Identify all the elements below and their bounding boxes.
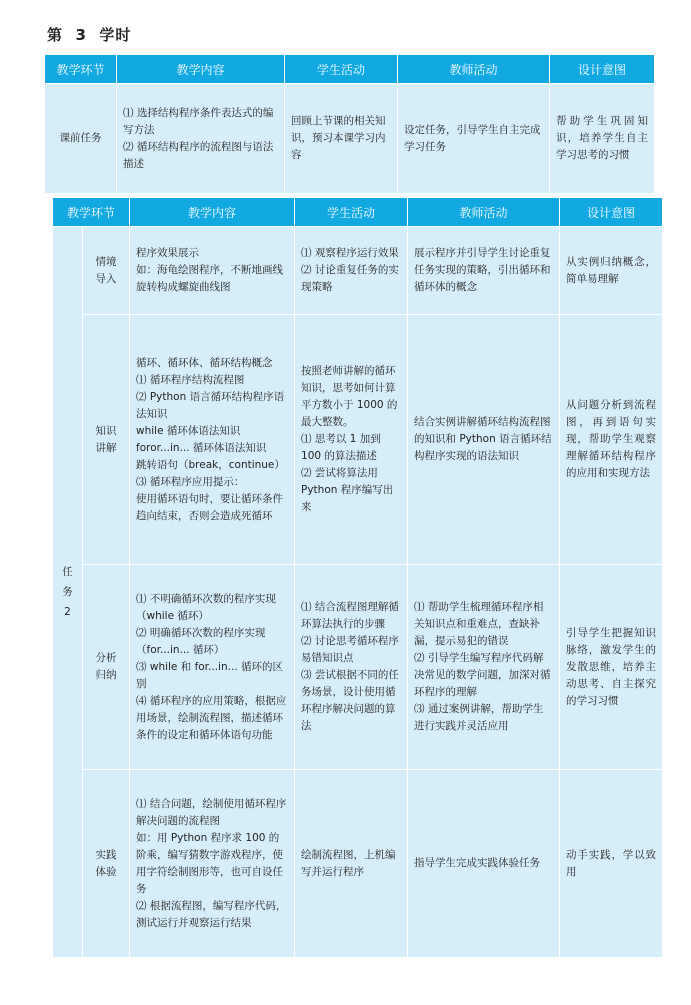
header-teacher: 教师活动 [398, 55, 550, 84]
teacher-cell: 结合实例讲解循环结构流程图的知识和 Python 语言循环结构程序实现的语法知识 [408, 315, 560, 565]
teacher-cell: 展示程序并引导学生讨论重复任务实现的策略，引出循环和循环体的概念 [408, 227, 560, 315]
content-cell: 循环、循环体、循环结构概念 ⑴ 循环程序结构流程图 ⑵ Python 语言循环结构程序语法知识 while 循环体语法知识 foror...in... 循环体语法知识 跳转语句（break，continue） ⑶ 循环程序应用提示： 使用循环语句时，要让循环条件趋向结束，否则会造成死循环 [130, 315, 295, 565]
task-label: 任 务 2 [53, 227, 83, 958]
table-header-row [53, 198, 663, 227]
header-teacher: 教师活动 [408, 198, 560, 227]
table-row [53, 565, 663, 770]
student-cell: 绘制流程图，上机编写并运行程序 [295, 770, 408, 958]
teacher-cell: 指导学生完成实践体验任务 [408, 770, 560, 958]
content-cell: ⑴ 不明确循环次数的程序实现（while 循环） ⑵ 明确循环次数的程序实现（for...in... 循环） ⑶ while 和 for...in... 循环的区别 ⑷ 循环程序的应用策略，根据应用场景，绘制流程图，描述循环条件的设定和循环体语句功能 [130, 565, 295, 770]
table-row [45, 84, 655, 194]
table-row [53, 315, 663, 565]
intent-cell: 帮助学生巩固知识，培养学生自主学习思考的习惯 [550, 84, 655, 194]
table-row [53, 227, 663, 315]
header-student: 学生活动 [295, 198, 408, 227]
task-2-table [52, 197, 663, 958]
student-cell: ⑴ 观察程序运行效果 ⑵ 讨论重复任务的实现策略 [295, 227, 408, 315]
lesson-hour-title: 第 3 学时 [47, 26, 132, 44]
stage-cell: 课前任务 [45, 84, 117, 194]
stage-cell: 实践 体验 [83, 770, 130, 958]
header-stage: 教学环节 [45, 55, 117, 84]
content-cell: ⑴ 结合问题，绘制使用循环程序解决问题的流程图 如：用 Python 程序求 100 的阶乘，编写猜数字游戏程序，使用字符绘制图形等，也可自设任务 ⑵ 根据流程图，编写程序代码，测试运行并观察运行结果 [130, 770, 295, 958]
header-intent: 设计意图 [550, 55, 655, 84]
intent-cell: 动手实践，学以致用 [560, 770, 663, 958]
content-cell: 程序效果展示 如：海龟绘图程序，不断地画线旋转构成螺旋曲线图 [130, 227, 295, 315]
student-cell: 回顾上节课的相关知识，预习本课学习内容 [285, 84, 398, 194]
header-content: 教学内容 [117, 55, 285, 84]
intent-cell: 从实例归纳概念，简单易理解 [560, 227, 663, 315]
student-cell: ⑴ 结合流程图理解循环算法执行的步骤 ⑵ 讨论思考循环程序易错知识点 ⑶ 尝试根据不同的任务场景，设计使用循环程序解决问题的算法 [295, 565, 408, 770]
pre-class-table [44, 54, 655, 194]
table-header-row [45, 55, 655, 84]
header-stage: 教学环节 [53, 198, 130, 227]
teacher-cell: 设定任务，引导学生自主完成学习任务 [398, 84, 550, 194]
content-cell: ⑴ 选择结构程序条件表达式的编写方法 ⑵ 循环结构程序的流程图与语法描述 [117, 84, 285, 194]
student-cell: 按照老师讲解的循环知识，思考如何计算平方数小于 1000 的最大整数。 ⑴ 思考以 1 加到 100 的算法描述 ⑵ 尝试将算法用 Python 程序编写出来 [295, 315, 408, 565]
header-intent: 设计意图 [560, 198, 663, 227]
teacher-cell: ⑴ 帮助学生梳理循环程序相关知识点和重难点，查缺补漏，提示易犯的错误 ⑵ 引导学生编写程序代码解决常见的数学问题，加深对循环程序的理解 ⑶ 通过案例讲解，帮助学生进行实践并灵活应用 [408, 565, 560, 770]
table-row [53, 770, 663, 958]
stage-cell: 情境 导入 [83, 227, 130, 315]
header-student: 学生活动 [285, 55, 398, 84]
intent-cell: 引导学生把握知识脉络，激发学生的发散思维，培养主动思考、自主探究的学习习惯 [560, 565, 663, 770]
header-content: 教学内容 [130, 198, 295, 227]
stage-cell: 分析 归纳 [83, 565, 130, 770]
intent-cell: 从问题分析到流程图，再到语句实现，帮助学生观察理解循环结构程序的应用和实现方法 [560, 315, 663, 565]
stage-cell: 知识 讲解 [83, 315, 130, 565]
